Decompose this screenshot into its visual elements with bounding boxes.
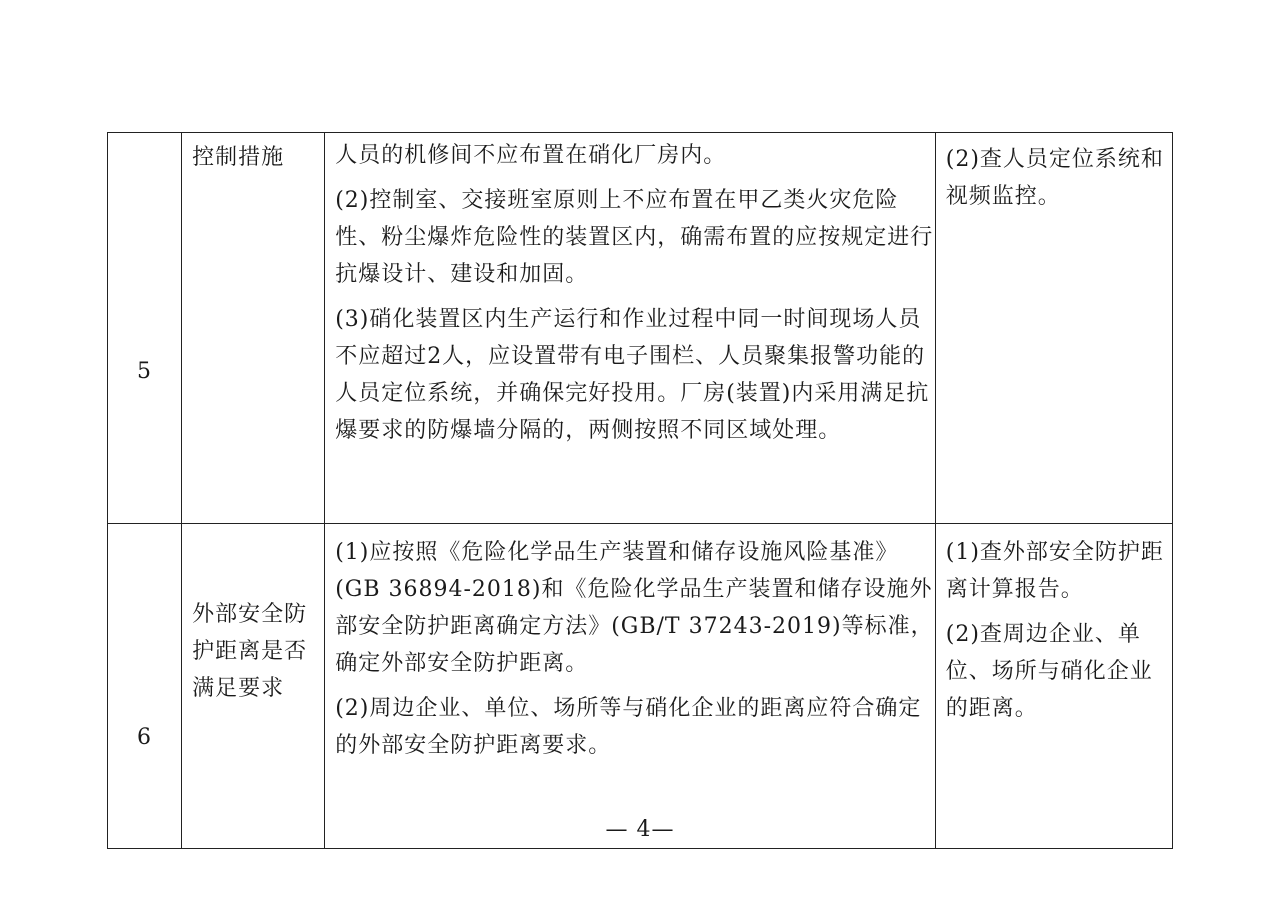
requirements-cell: [325, 133, 936, 524]
requirement-text: 人员的机修间不应布置在硝化厂房内。: [335, 143, 727, 168]
row-number: 6: [137, 725, 153, 750]
table-row: [108, 133, 1173, 524]
requirement-text: (2)周边企业、单位、场所等与硝化企业的距离应符合确定的外部安全防护距离要求。: [335, 696, 922, 758]
row-number: 5: [137, 359, 153, 384]
check-method-text: (2)查人员定位系统和视频监控。: [945, 147, 1164, 209]
page-number: — 4—: [605, 817, 675, 842]
check-method-cell: [935, 524, 1172, 849]
table-row: [108, 524, 1173, 849]
item-cell: 外部安全防护距离是否满足要求: [182, 524, 325, 849]
row-number-cell: [108, 524, 182, 849]
inspection-table: [107, 132, 1173, 849]
check-method-text: (1)查外部安全防护距离计算报告。: [945, 540, 1164, 602]
check-method-text: (2)查周边企业、单位、场所与硝化企业的距离。: [945, 622, 1153, 721]
requirement-text: (1)应按照《危险化学品生产装置和储存设施风险基准》(GB 36894-2018)和《危险化学品生产装置和储存设施外部安全防护距离确定方法》(GB/T 37243-2019)等标准，确定外部安全防护距离。: [335, 540, 934, 676]
check-method-cell: [935, 133, 1172, 524]
requirement-text: (2)控制室、交接班室原则上不应布置在甲乙类火灾危险性、粉尘爆炸危险性的装置区内，确需布置的应按规定进行抗爆设计、建设和加固。: [335, 188, 934, 287]
item-cell: 控制措施: [182, 133, 325, 524]
requirement-text: (3)硝化装置区内生产运行和作业过程中同一时间现场人员不应超过2人，应设置带有电子围栏、人员聚集报警功能的人员定位系统，并确保完好投用。厂房(装置)内采用满足抗爆要求的防爆墙分隔的，两侧按照不同区域处理。: [335, 307, 930, 443]
requirements-cell: [325, 524, 936, 849]
row-number-cell: [108, 133, 182, 524]
